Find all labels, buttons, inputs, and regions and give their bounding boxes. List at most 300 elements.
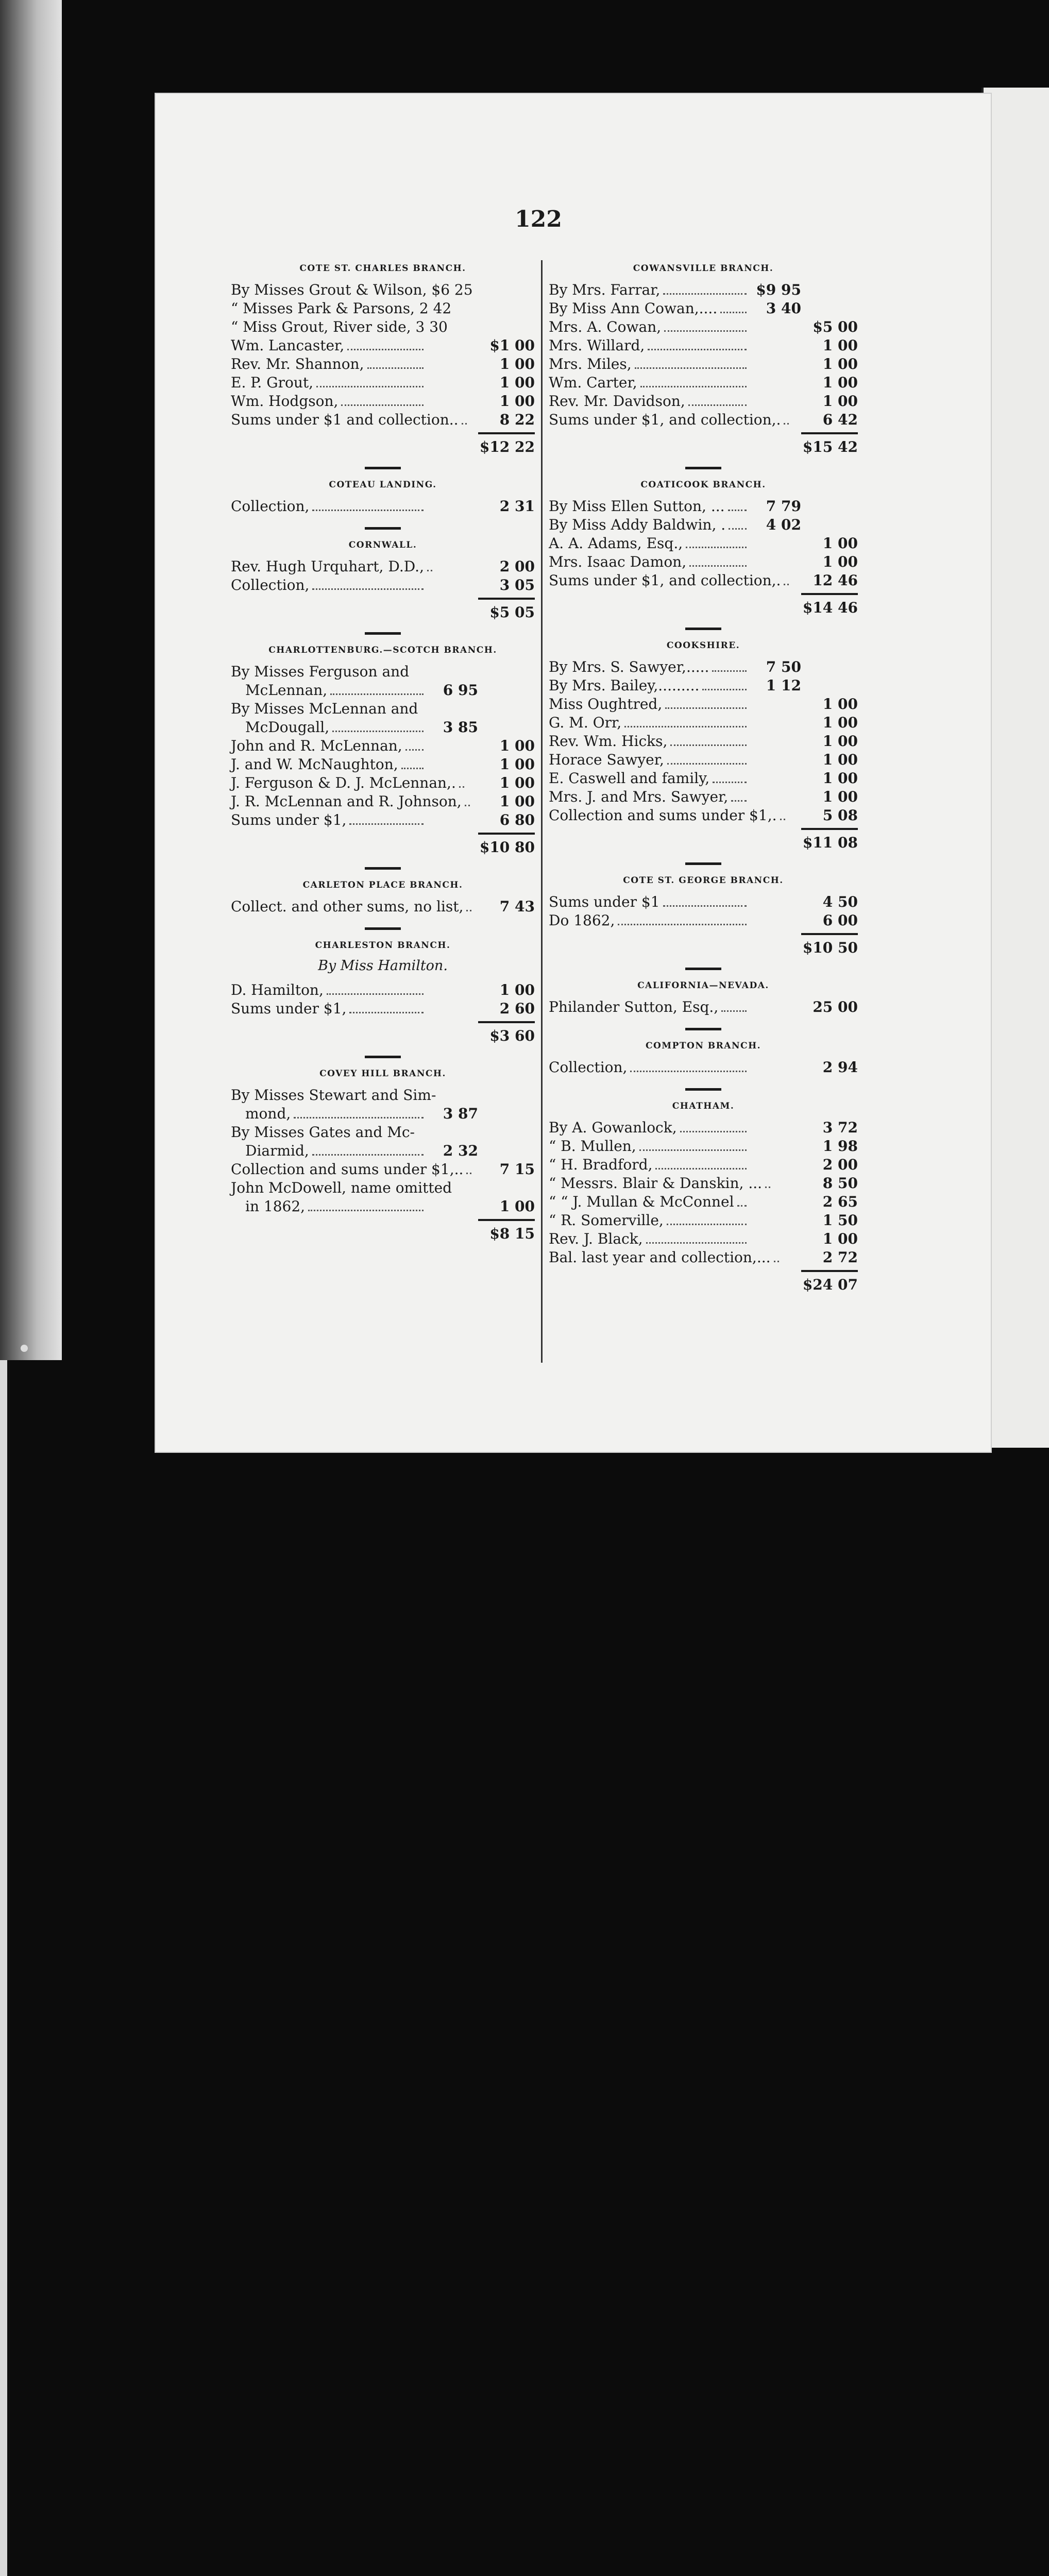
entry-amount: 7 43 — [499, 898, 535, 915]
entry-amount: 1 00 — [822, 696, 858, 713]
entry-label: Sums under $1 and collection.. — [231, 411, 459, 428]
entry-amount: 2 94 — [822, 1059, 858, 1076]
entry-row — [549, 1248, 858, 1267]
entry-row — [231, 576, 535, 595]
leader-dots — [349, 1012, 424, 1013]
entry-row — [231, 336, 535, 355]
entry-row — [231, 700, 535, 718]
entry-label: Rev. Mr. Davidson, — [549, 393, 685, 410]
entry-label: McDougall, — [245, 719, 330, 736]
entry-amount-inner: 2 32 — [443, 1142, 478, 1159]
entry-row — [549, 1174, 858, 1193]
entry-amount-inner: $9 95 — [756, 281, 801, 298]
entry-label: Wm. Carter, — [549, 374, 637, 391]
entry-amount: 6 00 — [822, 912, 858, 929]
entry-label: Rev. Wm. Hicks, — [549, 733, 668, 750]
section-total: $14 46 — [802, 599, 858, 616]
sum-rule — [801, 593, 858, 595]
section-total: $15 42 — [802, 438, 858, 455]
section-subheading: By Miss Hamilton. — [318, 958, 448, 974]
entry-amount: 8 22 — [499, 411, 535, 428]
leader-dots — [332, 731, 424, 732]
entry-row — [231, 774, 535, 792]
sum-rule — [478, 1219, 535, 1221]
entry-amount: 1 00 — [822, 393, 858, 410]
entry-amount: 1 00 — [822, 374, 858, 391]
section-total: $5 05 — [489, 604, 535, 621]
entry-amount-inner: 3 40 — [766, 300, 801, 317]
section-total: $11 08 — [802, 834, 858, 851]
entry-amount: 1 00 — [822, 553, 858, 570]
entry-row — [231, 737, 535, 755]
entry-label: J. and W. McNaughton, — [231, 756, 398, 773]
leader-dots — [689, 565, 747, 567]
entry-row — [549, 411, 858, 429]
entry-label: Sums under $1, — [231, 811, 347, 828]
entry-label: By Mrs. Bailey,......... — [549, 677, 700, 694]
leader-dots — [367, 367, 424, 369]
entry-label: “ “ J. Mullan & McConnel — [549, 1193, 734, 1210]
section-separator — [365, 1056, 401, 1058]
leader-dots — [466, 1173, 471, 1174]
section-total: $3 60 — [489, 1027, 535, 1044]
entry-amount: 1 00 — [822, 1230, 858, 1247]
entry-label: Mrs. Willard, — [549, 337, 645, 354]
entry-row — [549, 769, 858, 788]
entry-amount-inner: 4 02 — [766, 516, 801, 533]
dust-speck — [21, 1345, 28, 1352]
entry-amount: 7 15 — [499, 1161, 535, 1178]
section-total: $10 50 — [802, 939, 858, 956]
entry-row — [549, 1211, 858, 1230]
entry-row — [231, 718, 535, 737]
section-heading: CARLETON PLACE BRANCH. — [302, 880, 463, 890]
entry-row — [231, 792, 535, 811]
entry-label: Bal. last year and collection,... — [549, 1249, 771, 1266]
entry-row — [549, 553, 858, 571]
section-separator — [365, 927, 401, 930]
entry-label: Rev. Mr. Shannon, — [231, 355, 364, 372]
section-cornwall — [231, 540, 535, 621]
entry-amount: 1 00 — [822, 355, 858, 372]
entry-label: Collection and sums under $1,. — [549, 807, 777, 824]
entry-label: “ Misses Park & Parsons, 2 42 — [231, 300, 452, 317]
entry-amount: 1 00 — [499, 981, 535, 998]
leader-dots — [680, 1131, 747, 1132]
section-california — [549, 980, 858, 1016]
entry-label: mond, — [245, 1105, 291, 1122]
entry-row — [549, 1137, 858, 1156]
entry-label: Philander Sutton, Esq., — [549, 998, 719, 1015]
entry-row — [549, 281, 858, 299]
leader-dots — [330, 693, 424, 695]
leader-dots — [401, 768, 424, 769]
section-heading: COTE ST. CHARLES BRANCH. — [299, 263, 466, 274]
entry-row — [231, 897, 535, 916]
entry-row — [231, 374, 535, 392]
section-total: $24 07 — [802, 1276, 858, 1293]
section-coteau — [231, 480, 535, 516]
leader-dots — [312, 588, 424, 590]
section-chatham — [549, 1101, 858, 1293]
entry-amount: 2 00 — [822, 1156, 858, 1173]
sum-rule — [478, 1021, 535, 1023]
entry-amount: 1 00 — [499, 756, 535, 773]
entry-amount: 2 31 — [499, 498, 535, 515]
leader-dots — [731, 800, 747, 802]
sum-rule — [478, 432, 535, 434]
entry-label: “ R. Somerville, — [549, 1212, 664, 1229]
entry-amount: $5 00 — [813, 318, 858, 335]
entry-label: Mrs. J. and Mrs. Sawyer, — [549, 788, 729, 805]
entry-row — [231, 999, 535, 1018]
entry-label: Rev. J. Black, — [549, 1230, 643, 1247]
entry-label: By Misses Stewart and Sim- — [231, 1087, 436, 1104]
section-heading: COOKSHIRE. — [666, 640, 740, 651]
entry-amount: 1 00 — [822, 788, 858, 805]
entry-row — [231, 318, 535, 336]
section-heading: CORNWALL. — [348, 540, 417, 550]
entry-row — [231, 1123, 535, 1142]
section-heading: COMPTON BRANCH. — [645, 1041, 762, 1051]
leader-dots — [648, 349, 747, 350]
leader-dots — [618, 924, 747, 925]
entry-label: in 1862, — [245, 1198, 306, 1215]
entry-row — [549, 497, 858, 516]
leader-dots — [312, 510, 424, 511]
entry-label: McLennan, — [245, 682, 328, 699]
entry-label: J. Ferguson & D. J. McLennan,. — [231, 774, 456, 791]
entry-label: A. A. Adams, Esq., — [549, 535, 683, 552]
section-separator — [685, 862, 721, 865]
column-divider — [541, 260, 543, 1363]
leader-dots — [663, 293, 747, 295]
entry-row — [231, 281, 535, 299]
entry-label: Mrs. Miles, — [549, 355, 632, 372]
entry-amount: 1 00 — [822, 733, 858, 750]
section-separator — [685, 1028, 721, 1030]
entry-row — [231, 1179, 535, 1197]
section-total: $12 22 — [479, 438, 535, 455]
entry-label: Collection, — [549, 1059, 628, 1076]
leader-dots — [624, 726, 747, 727]
leader-dots — [640, 386, 747, 387]
entry-amount: 1 00 — [499, 393, 535, 410]
entry-label: Collect. and other sums, no list, — [231, 898, 464, 915]
entry-row — [549, 392, 858, 411]
entry-row — [231, 1142, 535, 1160]
entry-label: “ Messrs. Blair & Danskin, ... — [549, 1175, 763, 1192]
section-cowansville — [549, 263, 858, 455]
section-cote-st-charles — [231, 263, 535, 455]
leader-dots — [655, 1168, 747, 1170]
section-separator — [365, 527, 401, 530]
entry-label: Sums under $1, and collection,. — [549, 572, 781, 589]
entry-row — [549, 336, 858, 355]
entry-row — [231, 1105, 535, 1123]
entry-label: By Misses Grout & Wilson, $6 25 — [231, 281, 473, 298]
entry-label: Miss Oughtred, — [549, 696, 663, 713]
entry-label: Horace Sawyer, — [549, 751, 664, 768]
entry-amount: 1 00 — [499, 793, 535, 810]
leader-dots — [630, 1071, 747, 1072]
entry-amount: 8 50 — [822, 1175, 858, 1192]
entry-label: Diarmid, — [245, 1142, 309, 1159]
section-compton — [549, 1041, 858, 1077]
leader-dots — [639, 1149, 747, 1151]
entry-amount-inner: 7 50 — [766, 658, 801, 675]
leader-dots — [688, 404, 747, 406]
entry-row — [231, 411, 535, 429]
section-heading: CHARLESTON BRANCH. — [315, 940, 451, 951]
entry-row — [231, 755, 535, 774]
entry-label: Collection, — [231, 498, 310, 515]
leader-dots — [465, 805, 470, 806]
entry-row — [549, 534, 858, 553]
entry-label: Collection and sums under $1,.. — [231, 1161, 464, 1178]
entry-row — [549, 676, 858, 695]
entry-row — [549, 732, 858, 751]
leader-dots — [784, 423, 789, 425]
section-heading: COTEAU LANDING. — [329, 480, 437, 490]
entry-row — [549, 1058, 858, 1077]
entry-row — [231, 811, 535, 829]
leader-dots — [737, 1205, 747, 1207]
right-column — [549, 260, 858, 1301]
entry-amount: 1 00 — [822, 751, 858, 768]
entry-row — [231, 299, 535, 318]
entry-label: Sums under $1, and collection,. — [549, 411, 781, 428]
entry-amount: 12 46 — [813, 572, 858, 589]
entry-amount-inner: 3 85 — [443, 719, 478, 736]
entry-amount: 25 00 — [813, 998, 858, 1015]
entry-amount: 2 60 — [499, 1000, 535, 1017]
entry-row — [549, 1230, 858, 1248]
section-cote-st-george — [549, 875, 858, 956]
entry-amount-inner: 1 12 — [766, 677, 801, 694]
leader-dots — [466, 910, 471, 911]
leader-dots — [721, 1010, 747, 1012]
entry-label: By Miss Addy Baldwin, . — [549, 516, 726, 533]
entry-label: “ H. Bradford, — [549, 1156, 653, 1173]
entry-row — [549, 516, 858, 534]
section-separator — [365, 632, 401, 635]
entry-amount: 1 50 — [822, 1212, 858, 1229]
leader-dots — [308, 1210, 424, 1211]
entry-row — [549, 998, 858, 1016]
section-carleton — [231, 880, 535, 916]
entry-label: Collection, — [231, 577, 310, 594]
entry-row — [231, 557, 535, 576]
entry-row — [549, 1193, 858, 1211]
entry-label: G. M. Orr, — [549, 714, 622, 731]
entry-row — [231, 663, 535, 681]
entry-label: By Misses McLennan and — [231, 700, 418, 717]
leader-dots — [780, 819, 785, 820]
sum-rule — [478, 598, 535, 600]
entry-label: Mrs. Isaac Damon, — [549, 553, 687, 570]
section-total: $10 80 — [479, 839, 535, 856]
entry-row — [231, 1197, 535, 1216]
entry-label: By Mrs. Farrar, — [549, 281, 661, 298]
entry-row — [549, 658, 858, 676]
entry-amount: 2 65 — [822, 1193, 858, 1210]
leader-dots — [462, 423, 467, 425]
entry-row — [549, 714, 858, 732]
section-heading: COTE ST. GEORGE BRANCH. — [623, 875, 784, 886]
section-total: $8 15 — [489, 1225, 535, 1242]
entry-row — [231, 355, 535, 374]
entry-row — [231, 497, 535, 516]
section-heading: COVEY HILL BRANCH. — [319, 1069, 446, 1079]
entry-row — [549, 788, 858, 806]
entry-amount: $1 00 — [489, 337, 535, 354]
entry-row — [549, 571, 858, 590]
section-charleston — [231, 940, 535, 1044]
entry-amount-inner: 3 87 — [443, 1105, 478, 1122]
entry-label: Sums under $1 — [549, 893, 660, 910]
entry-label: By A. Gowanlock, — [549, 1119, 677, 1136]
leader-dots — [712, 670, 747, 672]
leader-dots — [635, 367, 747, 369]
leader-dots — [702, 689, 747, 690]
entry-row — [231, 1160, 535, 1179]
section-heading: CHARLOTTENBURG.—SCOTCH BRANCH. — [268, 645, 497, 655]
entry-label: By Miss Ann Cowan,.... — [549, 300, 718, 317]
entry-amount: 4 50 — [822, 893, 858, 910]
section-heading: COATICOOK BRANCH. — [640, 480, 766, 490]
leader-dots — [729, 528, 747, 530]
entry-label: E. P. Grout, — [231, 374, 314, 391]
entry-label: Rev. Hugh Urquhart, D.D., — [231, 558, 424, 575]
entry-amount: 3 05 — [499, 577, 535, 594]
entry-row — [549, 374, 858, 392]
entry-row — [549, 695, 858, 714]
entry-amount-inner: 7 79 — [766, 498, 801, 515]
leader-dots — [665, 707, 747, 709]
leader-dots — [327, 993, 424, 995]
leader-dots — [667, 1224, 747, 1225]
section-heading: COWANSVILLE BRANCH. — [633, 263, 774, 274]
page-stack-edge-inner — [0, 1360, 7, 2576]
entry-label: Do 1862, — [549, 912, 615, 929]
entry-label: By Mrs. S. Sawyer,..... — [549, 658, 709, 675]
entry-amount: 1 00 — [822, 770, 858, 787]
leader-dots — [664, 330, 747, 332]
entry-label: By Miss Ellen Sutton, ... — [549, 498, 725, 515]
section-separator — [685, 628, 721, 630]
entry-label: D. Hamilton, — [231, 981, 324, 998]
sum-rule — [801, 933, 858, 935]
leader-dots — [312, 1154, 424, 1156]
entry-label: Sums under $1, — [231, 1000, 347, 1017]
entry-amount: 1 98 — [822, 1138, 858, 1155]
leader-dots — [713, 782, 747, 783]
section-separator — [685, 968, 721, 970]
entry-amount: 1 00 — [822, 337, 858, 354]
section-separator — [685, 467, 721, 469]
leader-dots — [670, 744, 747, 746]
entry-amount: 1 00 — [499, 774, 535, 791]
entry-label: John McDowell, name omitted — [231, 1179, 452, 1196]
entry-label: Mrs. A. Cowan, — [549, 318, 662, 335]
entry-amount: 3 72 — [822, 1119, 858, 1136]
entry-amount: 1 00 — [499, 355, 535, 372]
entry-row — [549, 751, 858, 769]
entry-amount: 1 00 — [499, 1198, 535, 1215]
leader-dots — [765, 1187, 770, 1188]
section-charlottenburg — [231, 645, 535, 856]
leader-dots — [774, 1261, 779, 1262]
entry-amount: 1 00 — [822, 714, 858, 731]
entry-row — [549, 1118, 858, 1137]
entry-row — [549, 1156, 858, 1174]
leader-dots — [349, 823, 424, 825]
section-heading: CALIFORNIA—NEVADA. — [637, 980, 769, 991]
entry-label: By Misses Ferguson and — [231, 663, 410, 680]
entry-label: By Misses Gates and Mc- — [231, 1124, 415, 1141]
leader-dots — [405, 749, 424, 751]
entry-row — [549, 299, 858, 318]
leader-dots — [686, 547, 747, 548]
entry-row — [231, 1086, 535, 1105]
leader-dots — [294, 1117, 424, 1118]
section-separator — [365, 867, 401, 870]
left-column — [231, 260, 535, 1250]
entry-amount: 6 42 — [822, 411, 858, 428]
entry-amount: 1 00 — [499, 737, 535, 754]
entry-row — [549, 355, 858, 374]
entry-row — [549, 806, 858, 825]
entry-row — [231, 392, 535, 411]
leader-dots — [459, 786, 464, 788]
entry-row — [549, 911, 858, 930]
section-separator — [685, 1088, 721, 1091]
section-cookshire — [549, 640, 858, 851]
entry-amount: 2 72 — [822, 1249, 858, 1266]
entry-amount: 1 00 — [822, 535, 858, 552]
sum-rule — [478, 833, 535, 835]
entry-row — [549, 893, 858, 911]
section-covey — [231, 1069, 535, 1242]
section-separator — [365, 467, 401, 469]
leader-dots — [720, 312, 747, 313]
section-heading: CHATHAM. — [672, 1101, 735, 1111]
entry-label: Wm. Hodgson, — [231, 393, 339, 410]
entry-label: Wm. Lancaster, — [231, 337, 345, 354]
entry-label: John and R. McLennan, — [231, 737, 402, 754]
entry-label: E. Caswell and family, — [549, 770, 710, 787]
entry-label: “ Miss Grout, River side, 3 30 — [231, 318, 448, 335]
leader-dots — [646, 1242, 747, 1244]
entry-amount-inner: 6 95 — [443, 682, 478, 699]
section-coaticook — [549, 480, 858, 616]
entry-label: J. R. McLennan and R. Johnson, — [231, 793, 462, 810]
leader-dots — [427, 570, 432, 571]
leader-dots — [341, 404, 424, 406]
sum-rule — [801, 828, 858, 830]
leader-dots — [667, 763, 747, 765]
entry-amount: 6 80 — [499, 811, 535, 828]
leader-dots — [316, 386, 424, 387]
sum-rule — [801, 432, 858, 434]
entry-amount: 1 00 — [499, 374, 535, 391]
entry-amount: 2 00 — [499, 558, 535, 575]
leader-dots — [663, 905, 747, 907]
entry-row — [549, 318, 858, 336]
leader-dots — [728, 510, 747, 511]
page-number: 122 — [515, 206, 562, 232]
